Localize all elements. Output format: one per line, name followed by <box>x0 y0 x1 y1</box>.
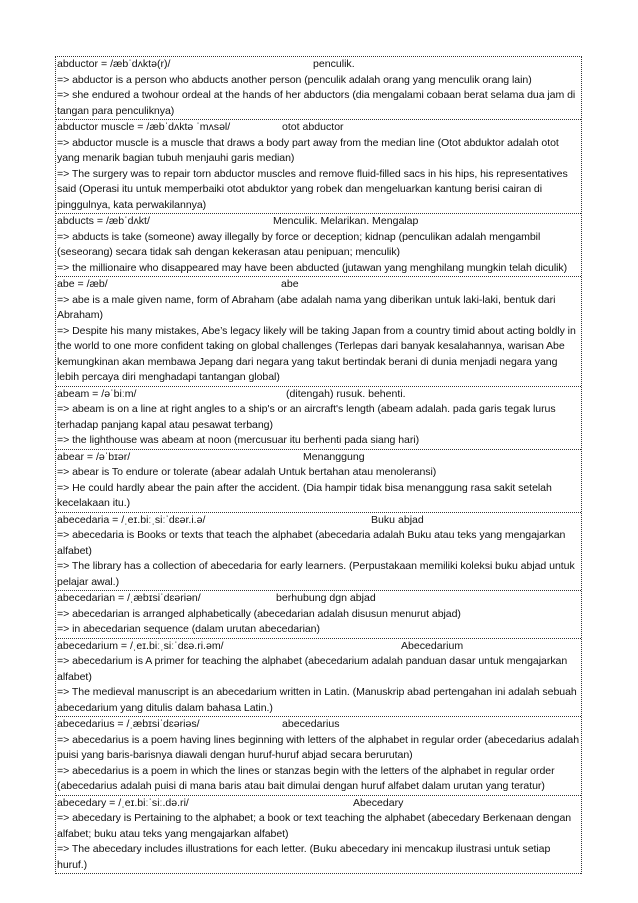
entry-definition: => abecedarium is A primer for teaching the alphabet (abecedarium adalah panduan dasar untuk mengajarkan alfabet) <box>57 655 568 683</box>
entry-abecedarius <box>56 717 581 796</box>
entry-header <box>57 639 581 655</box>
entry-header <box>57 57 581 73</box>
entry-definition: => abecedary is Pertaining to the alphabet; a book or text teaching the alphabet (abecedary Berkenaan dengan alfabet; buku atau teks yang mengajarkan alfabet) <box>57 812 572 840</box>
entry-term: abducts = /æbˈdʌkt/ <box>57 215 150 227</box>
entry-term: abductor = /æbˈdʌktə(r)/ <box>57 58 171 70</box>
entry-term: abecedary = /ˌeɪ.biːˈsiː.də.ri/ <box>57 796 189 809</box>
entry-abecedary <box>56 796 581 875</box>
entry-translation: Abecedary <box>353 796 404 809</box>
entry-example: => abecedarius is a poem in which the lines or stanzas begin with the letters of the alphabet in regular order (abecedarius adalah puisi di mana baris atau bait dimulai dengan huruf alfabet dalam urutan yang teratur) <box>57 764 555 792</box>
entry-translation: abe <box>281 278 299 290</box>
entry-term: abecedarius = /ˌæbɪsiˈdɛəriəs/ <box>57 718 200 730</box>
entry-abeam <box>56 387 581 450</box>
entry-translation: Buku abjad <box>371 513 424 526</box>
entry-translation: otot abductor <box>282 121 344 133</box>
entry-abductor-muscle <box>56 120 581 214</box>
entry-translation: penculik. <box>313 58 355 70</box>
entry-header <box>57 120 581 136</box>
entry-header <box>57 591 581 607</box>
entry-header <box>57 387 581 403</box>
entry-header <box>57 277 581 293</box>
entry-abe <box>56 277 581 387</box>
entry-abecedarian <box>56 591 581 639</box>
entry-example: => she endured a twohour ordeal at the hands of her abductors (dia mengalami cobaan berat selama dua jam di tangan para penculiknya) <box>57 89 576 117</box>
entry-example: => The surgery was to repair torn abductor muscles and remove fluid-filled sacs in his hips, his representatives said (Operasi itu untuk memperbaiki otot abduktor yang robek dan mengeluarkan kantung berisi cairan di pinggulnya, kata perwakilannya) <box>57 167 568 211</box>
entry-abecedaria <box>56 513 581 592</box>
entry-header <box>57 796 581 812</box>
entry-example: => The abecedary includes illustrations for each letter. (Buku abecedary ini mencakup ilustrasi untuk setiap huruf.) <box>57 843 551 871</box>
entry-abductor <box>56 57 581 120</box>
entry-translation: Menculik. Melarikan. Mengalap <box>273 215 419 227</box>
dictionary-sheet <box>55 56 582 874</box>
entry-definition: => abductor muscle is a muscle that draws a body part away from the median line (Otot abduktor adalah otot yang menarik bagian tubuh menjauhi garis median) <box>57 136 559 164</box>
entry-term: abeam = /əˈbiːm/ <box>57 387 137 400</box>
entry-term: abecedarium = /ˌeɪ.biːˌsiːˈdɛə.ri.əm/ <box>57 639 224 652</box>
entry-example: => The medieval manuscript is an abecedarium written in Latin. (Manuskrip abad pertengahan ini adalah sebuah abecedarium yang ditulis dalam bahasa Latin.) <box>57 686 577 714</box>
entry-definition: => abecedaria is Books or texts that teach the alphabet (abecedaria adalah Buku atau teks yang mengajarkan alfabet) <box>57 529 566 557</box>
entry-abear <box>56 450 581 513</box>
entry-term: abear = /əˈbɪər/ <box>57 450 131 463</box>
entry-example: => the lighthouse was abeam at noon (mercusuar itu berhenti pada siang hari) <box>57 434 420 446</box>
entry-header <box>57 450 581 466</box>
entry-header <box>57 214 581 230</box>
entry-definition: => abear is To endure or tolerate (abear adalah Untuk bertahan atau menoleransi) <box>57 466 437 478</box>
entry-example: => the millionaire who disappeared may have been abducted (jutawan yang menghilang mungkin telah diculik) <box>57 261 568 274</box>
entry-term: abecedaria = /ˌeɪ.biːˌsiːˈdɛər.i.ə/ <box>57 513 206 526</box>
entry-abducts <box>56 214 581 277</box>
entry-translation: (ditengah) rusuk. behenti. <box>286 387 406 400</box>
entry-header <box>57 717 581 733</box>
entry-translation: abecedarius <box>282 718 340 730</box>
entry-example: => in abecedarian sequence (dalam urutan abecedarian) <box>57 623 320 635</box>
entry-term: abe = /æb/ <box>57 278 108 290</box>
entry-abecedarium <box>56 639 581 718</box>
entry-header <box>57 513 581 529</box>
entry-definition: => abe is a male given name, form of Abraham (abe adalah nama yang diberikan untuk laki-laki, bentuk dari Abraham) <box>57 293 556 321</box>
entry-term: abecedarian = /ˌæbɪsiˈdɛəriən/ <box>57 592 201 604</box>
entry-definition: => abducts is take (someone) away illegally by force or deception; kidnap (penculikan adalah mengambil (seseorang) secara tidak sah dengan kekerasan atau penipuan; menculik) <box>57 230 541 258</box>
entry-example: => The library has a collection of abecedaria for early learners. (Perpustakaan memiliki koleksi buku abjad untuk pelajar awal.) <box>57 560 575 588</box>
entry-translation: Abecedarium <box>401 639 464 652</box>
entry-definition: => abeam is on a line at right angles to a ship's or an aircraft's length (abeam adalah. pada garis tegak lurus terhadap panjang kapal atau pesawat terbang) <box>57 403 556 431</box>
entry-translation: Menanggung <box>303 450 365 463</box>
entry-definition: => abecedarian is arranged alphabetically (abecedarian adalah disusun menurut abjad) <box>57 607 461 620</box>
entry-example: => Despite his many mistakes, Abe’s legacy likely will be taking Japan from a country timid about acting boldly in the world to one more confident taking on global challenges (Terlepas dari banyak kesalahannya, warisan Abe kemungkinan akan membawa Jepang dari negara yang takut bertindak berani di dunia menjadi negara yang lebih percaya diri menghadapi tantangan global) <box>57 324 576 383</box>
entry-translation: berhubung dgn abjad <box>276 592 376 604</box>
entry-term: abductor muscle = /æbˈdʌktə ˈmʌsəl/ <box>57 121 231 133</box>
entry-example: => He could hardly abear the pain after the accident. (Dia hampir tidak bisa menanggung rasa sakit setelah kecelakaan itu.) <box>57 481 552 509</box>
entry-definition: => abecedarius is a poem having lines beginning with letters of the alphabet in regular order (abecedarius adalah puisi yang baris-barisnya diawali dengan huruf-huruf abjad secara berurutan) <box>57 733 580 761</box>
entry-definition: => abductor is a person who abducts another person (penculik adalah orang yang menculik orang lain) <box>57 73 532 86</box>
